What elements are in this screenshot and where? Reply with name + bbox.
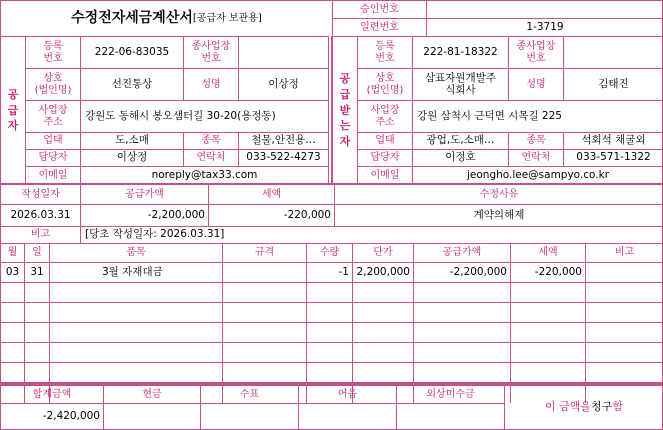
footer-note	[298, 403, 396, 429]
items-cell-month	[0, 342, 24, 362]
supplier-biz-item: 철물,안전용…	[238, 132, 328, 149]
summary-reason-header: 수정사유	[334, 184, 663, 204]
supplier-email: noreply@tax33.com	[80, 166, 328, 184]
footer-credit-header: 외상미수금	[396, 385, 504, 403]
items-cell-day	[24, 322, 49, 342]
supplier-biz-item-label: 종목	[183, 132, 238, 149]
items-cell-spec	[222, 302, 306, 322]
items-cell-spec	[222, 262, 306, 282]
items-header-item: 품목	[49, 243, 222, 262]
receiver-manager-label: 담당자	[357, 149, 412, 166]
items-cell-supply	[413, 282, 510, 302]
claim-word: 청구	[591, 400, 613, 414]
invoice-title	[0, 0, 332, 36]
approval-no-label: 승인번호	[332, 0, 426, 18]
items-cell-qty: -1	[306, 262, 352, 282]
supplier-biz-type-label: 업태	[25, 132, 80, 149]
receiver-address: 강원 삼척시 근덕면 시목길 225	[412, 100, 663, 132]
items-cell-supply	[413, 322, 510, 342]
items-cell-supply	[413, 342, 510, 362]
items-cell-day	[24, 282, 49, 302]
items-cell-note	[585, 362, 663, 382]
items-cell-month	[0, 362, 24, 382]
summary-tax: -220,000	[208, 204, 334, 226]
receiver-reg-no-label: 등록 번호	[357, 36, 412, 68]
supplier-reg-no-label: 등록 번호	[25, 36, 80, 68]
items-cell-unit-price	[352, 322, 413, 342]
footer-check	[200, 403, 298, 429]
supplier-sub-place-label: 종사업장 번호	[183, 36, 238, 68]
side-char: 는	[339, 119, 351, 133]
receiver-sub-place-label: 종사업장 번호	[508, 36, 563, 68]
items-cell-item	[49, 282, 222, 302]
claim-statement	[504, 385, 663, 429]
receiver-email-label: 이메일	[357, 166, 412, 184]
supplier-name: 이상정	[238, 68, 328, 100]
items-cell-month	[0, 322, 24, 342]
serial-no-label: 일련번호	[332, 18, 426, 36]
items-cell-month	[0, 282, 24, 302]
separator-summary	[0, 183, 663, 185]
side-char: 받	[339, 103, 351, 117]
supplier-side-label	[0, 36, 25, 184]
items-cell-qty	[306, 322, 352, 342]
items-header-supply: 공급가액	[413, 243, 510, 262]
summary-supply: -2,200,000	[80, 204, 208, 226]
summary-reason: 계약의해제	[334, 204, 663, 226]
items-cell-tax	[510, 362, 585, 382]
items-cell-unit-price: 2,200,000	[352, 262, 413, 282]
items-header-tax: 세액	[510, 243, 585, 262]
items-cell-item: 3월 자재대금	[49, 262, 222, 282]
receiver-sub-place	[563, 36, 663, 68]
items-cell-month: 03	[0, 262, 24, 282]
items-cell-day: 31	[24, 262, 49, 282]
receiver-biz-item-label: 종목	[508, 132, 563, 149]
items-cell-tax: -220,000	[510, 262, 585, 282]
border-left	[0, 0, 1, 430]
receiver-address-label: 사업장 주소	[357, 100, 412, 132]
items-cell-unit-price	[352, 362, 413, 382]
footer-total: -2,420,000	[0, 403, 103, 429]
side-char: 자	[339, 135, 351, 149]
summary-tax-header: 세액	[208, 184, 334, 204]
receiver-company-label: 상호 (법인명)	[357, 68, 412, 100]
receiver-biz-type: 광업,도,소매…	[412, 132, 508, 149]
supplier-biz-type: 도,소매	[80, 132, 183, 149]
serial-no-value: 1-3719	[426, 18, 663, 36]
separator-footer	[0, 383, 663, 385]
supplier-company-label: 상호 (법인명)	[25, 68, 80, 100]
receiver-name: 김태진	[563, 68, 663, 100]
items-header-note: 비고	[585, 243, 663, 262]
supplier-address: 강원도 동해시 봉오샘터길 30-20(용정동)	[80, 100, 328, 132]
items-cell-qty	[306, 342, 352, 362]
receiver-contact-label: 연락처	[508, 149, 563, 166]
items-cell-day	[24, 302, 49, 322]
items-header-day: 일	[24, 243, 49, 262]
items-cell-supply: -2,200,000	[413, 262, 510, 282]
note-label: 비고	[0, 226, 80, 243]
supplier-address-label: 사업장 주소	[25, 100, 80, 132]
supplier-name-label: 성명	[183, 68, 238, 100]
items-cell-spec	[222, 282, 306, 302]
claim-prefix: 이 금액을	[545, 400, 592, 414]
receiver-biz-type-label: 업태	[357, 132, 412, 149]
items-cell-tax	[510, 322, 585, 342]
items-cell-unit-price	[352, 302, 413, 322]
approval-no-value	[426, 0, 663, 18]
items-cell-note	[585, 322, 663, 342]
block-divider	[328, 36, 332, 184]
items-header-spec: 규격	[222, 243, 306, 262]
items-cell-item	[49, 322, 222, 342]
supplier-manager-label: 담당자	[25, 149, 80, 166]
border-top	[0, 0, 663, 1]
summary-date: 2026.03.31	[0, 204, 80, 226]
receiver-company: 삼표자원개발주 식회사	[412, 68, 508, 100]
items-cell-qty	[306, 362, 352, 382]
receiver-email: jeongho.lee@sampyo.co.kr	[412, 166, 663, 184]
items-header-month: 월	[0, 243, 24, 262]
items-cell-qty	[306, 302, 352, 322]
supplier-sub-place	[238, 36, 328, 68]
footer-cash	[103, 403, 200, 429]
items-cell-note	[585, 342, 663, 362]
footer-note-header: 어음	[298, 385, 396, 403]
supplier-contact: 033-522-4273	[238, 149, 328, 166]
supplier-reg-no: 222-06-83035	[80, 36, 183, 68]
items-header-unit-price: 단가	[352, 243, 413, 262]
summary-date-header: 작성일자	[0, 184, 80, 204]
title-copy-type: [공급자 보관용]	[192, 12, 262, 24]
items-cell-spec	[222, 322, 306, 342]
items-cell-tax	[510, 342, 585, 362]
items-cell-note	[585, 282, 663, 302]
supplier-email-label: 이메일	[25, 166, 80, 184]
footer-cash-header: 현금	[103, 385, 200, 403]
items-cell-month	[0, 302, 24, 322]
supplier-company: 선진통상	[80, 68, 183, 100]
items-cell-supply	[413, 362, 510, 382]
items-cell-tax	[510, 302, 585, 322]
side-char: 급	[7, 103, 19, 117]
receiver-name-label: 성명	[508, 68, 563, 100]
items-cell-qty	[306, 282, 352, 302]
items-header-qty: 수량	[306, 243, 352, 262]
items-cell-unit-price	[352, 342, 413, 362]
items-cell-unit-price	[352, 282, 413, 302]
side-char: 급	[339, 87, 351, 101]
items-cell-supply	[413, 302, 510, 322]
items-cell-day	[24, 342, 49, 362]
side-char: 자	[7, 119, 19, 133]
footer-total-header: 합계금액	[0, 385, 103, 403]
receiver-side-label	[332, 36, 357, 184]
claim-suffix: 함	[612, 400, 623, 414]
receiver-manager: 이정호	[412, 149, 508, 166]
items-cell-item	[49, 302, 222, 322]
items-cell-tax	[510, 282, 585, 302]
receiver-contact: 033-571-1322	[563, 149, 663, 166]
receiver-reg-no: 222-81-18322	[412, 36, 508, 68]
note-value: [당초 작성일자: 2026.03.31]	[80, 226, 663, 243]
items-cell-note	[585, 262, 663, 282]
supplier-manager: 이상정	[80, 149, 183, 166]
items-cell-item	[49, 342, 222, 362]
supplier-contact-label: 연락처	[183, 149, 238, 166]
receiver-biz-item: 석회석 채굴외	[563, 132, 663, 149]
items-cell-spec	[222, 362, 306, 382]
side-char: 공	[7, 87, 19, 101]
items-cell-note	[585, 302, 663, 322]
side-char: 공	[339, 71, 351, 85]
footer-check-header: 수표	[200, 385, 298, 403]
items-cell-spec	[222, 342, 306, 362]
items-cell-day	[24, 362, 49, 382]
footer-credit	[396, 403, 504, 429]
summary-supply-header: 공급가액	[80, 184, 208, 204]
items-cell-item	[49, 362, 222, 382]
title-text: 수정전자세금계산서	[71, 9, 193, 26]
